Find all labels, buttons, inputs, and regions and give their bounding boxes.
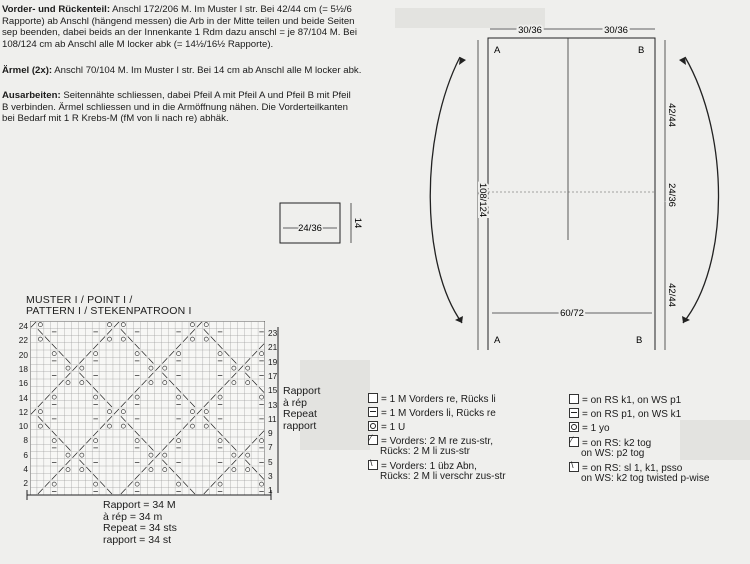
rapport-side-label: Rapport (283, 385, 321, 397)
row-number: 9 (268, 428, 273, 439)
vorder-line: Rapporte) ab Anschl (hängend messen) die Arb in der Mitte teilen und beide Seiten (2, 15, 355, 27)
legend-text: = 1 U (381, 422, 406, 433)
right-lower-height: 42/44 (666, 283, 677, 307)
legend-en-row (569, 394, 681, 406)
legend-de-row (368, 393, 496, 405)
legend-text: on WS: k2 tog twisted p-wise (581, 473, 710, 484)
row-number: 18 (18, 363, 28, 374)
row-number: 21 (268, 342, 278, 353)
legend-de-row (368, 421, 405, 433)
rapport-bottom-label: à rép = 34 m (103, 510, 163, 523)
aermel-text: Anschl 70/104 M. Im Muster I str. Bei 14 cm ab Anschl alle M locker abk. (54, 65, 362, 76)
row-number: 3 (268, 471, 273, 481)
row-number: 15 (268, 385, 278, 396)
muster-title-line: PATTERN I / STEKENPATROON I (26, 305, 192, 317)
legend-en-row (569, 408, 681, 420)
row-number: 22 (18, 335, 28, 346)
arrow-a-head-bottom (455, 316, 463, 323)
row-number: 17 (268, 370, 278, 381)
sleeve-width-label: 24/36 (298, 223, 322, 234)
row-number: 4 (23, 464, 28, 474)
blank-square-icon (368, 393, 378, 403)
k2tog-square-icon (569, 437, 579, 447)
row-number: 19 (268, 356, 278, 367)
rapport-side-labels (283, 386, 320, 432)
ssk-square-icon (569, 462, 579, 472)
muster-title-line: MUSTER I / POINT I / (26, 294, 133, 306)
ausarbeiten-line: Seitennähte schliessen, dabei Pfeil A mit Pfeil A und Pfeil B mit Pfeil (63, 90, 351, 101)
knitting-chart-grid (30, 321, 265, 495)
row-number: 11 (268, 413, 277, 424)
arrow-b-head-bottom (682, 316, 690, 323)
row-number: 24 (18, 321, 28, 331)
ssk-square-icon (368, 460, 378, 470)
legend-de-row-cont (380, 446, 470, 457)
legend-de-row (368, 407, 496, 419)
corner-label-a-top: A (494, 45, 501, 56)
row-number: 5 (268, 456, 273, 467)
arrow-b-head-top (679, 57, 686, 65)
row-number: 13 (268, 399, 278, 410)
legend-de-row-cont (380, 471, 506, 482)
right-middle-height: 24/36 (666, 183, 677, 207)
dash-square-icon (569, 408, 579, 418)
rapport-bottom-label: Rapport = 34 M (103, 499, 176, 511)
legend-text: = on RS p1, on WS k1 (582, 409, 682, 420)
legend-text: = on RS k1, on WS p1 (582, 395, 682, 406)
bottom-width: 60/72 (560, 308, 584, 319)
legend-en-row-cont (581, 448, 644, 459)
circle-square-icon (368, 421, 378, 431)
legend-text: Rücks: 2 M li verschr zus-str (380, 471, 506, 482)
legend-text: Rücks: 2 M li zus-str (380, 446, 471, 457)
legend-text: = 1 yo (582, 423, 610, 434)
dash-square-icon (368, 407, 378, 417)
legend-text: = Vorders: 2 M re zus-str, (381, 436, 493, 447)
legend-en-row-cont (581, 473, 709, 484)
corner-label-b-top: B (638, 45, 645, 56)
vorder-line: 108/124 cm ab Anschl alle M locker abk (= 14½/16½ Rapporte). (2, 38, 274, 50)
corner-label-a-bottom: A (494, 335, 501, 346)
row-number: 6 (23, 449, 28, 460)
legend-text: = Vorders: 1 übz Abn, (381, 461, 477, 472)
k2tog-square-icon (368, 435, 378, 445)
legend-en-row (569, 422, 610, 434)
sleeve-height-label: 14 (352, 217, 363, 229)
legend-text: = 1 M Vorders li, Rücks re (381, 408, 496, 419)
vorder-paragraph (2, 4, 362, 50)
aermel-paragraph (2, 65, 362, 77)
sleeve-schematic (275, 198, 365, 248)
row-number: 16 (18, 378, 28, 389)
row-number: 20 (18, 349, 28, 360)
top-right-width: 30/36 (604, 25, 628, 36)
row-number: 23 (268, 328, 278, 338)
height-total: 108/124 (477, 182, 488, 218)
ausarbeiten-paragraph (2, 90, 362, 125)
top-left-width: 30/36 (518, 25, 542, 36)
body-outline (488, 38, 655, 350)
ausarbeiten-line: bei Bedarf mit 1 R Krebs-M (fM von li nach re) abhäk. (2, 113, 229, 125)
rapport-bottom-labels (103, 500, 177, 546)
rapport-side-label: à rép (283, 396, 307, 409)
aermel-title: Ärmel (2x): (2, 65, 53, 76)
blank-square-icon (569, 394, 579, 404)
row-number: 1 (268, 485, 273, 496)
rapport-bottom-label: rapport = 34 st (103, 533, 171, 546)
vorder-line: sep beenden, dabei beids an der Innenkante 1 Rdm dazu anschl = je 87/104 M. Bei (2, 27, 357, 39)
vorder-title: Vorder- und Rückenteil: (2, 4, 111, 15)
row-number: 8 (23, 435, 28, 446)
legend-text: = on RS: k2 tog (582, 438, 652, 449)
corner-label-b-bottom: B (636, 335, 643, 346)
row-number: 14 (18, 392, 28, 403)
bleed-through (680, 420, 750, 460)
circle-square-icon (569, 422, 579, 432)
rapport-side-label: Repeat (283, 408, 317, 420)
arrow-b-curve (683, 57, 719, 323)
right-upper-height: 42/44 (666, 103, 677, 127)
rapport-bottom-label: Repeat = 34 sts (103, 522, 177, 534)
arrow-a-head-top (459, 57, 466, 65)
row-number: 2 (23, 478, 28, 489)
row-number: 12 (18, 406, 28, 417)
row-number: 10 (18, 421, 28, 432)
vorder-line: Anschl 172/206 M. Im Muster I str. Bei 42/44 cm (= 5½/6 (112, 4, 352, 15)
arrow-a-curve (430, 57, 462, 323)
legend-text: on WS: p2 tog (581, 448, 645, 459)
legend-text: = on RS: sl 1, k1, psso (582, 463, 683, 474)
ausarbeiten-line: B verbinden. Ärmel schliessen und in die Armöffnung nähen. Die Vorderteilkanten (2, 101, 348, 113)
rapport-side-label: rapport (283, 419, 317, 432)
legend-text: = 1 M Vorders re, Rücks li (381, 394, 496, 405)
body-schematic (420, 15, 730, 350)
ausarbeiten-title: Ausarbeiten: (2, 90, 61, 101)
row-number: 7 (268, 442, 273, 453)
muster-title (26, 295, 192, 317)
